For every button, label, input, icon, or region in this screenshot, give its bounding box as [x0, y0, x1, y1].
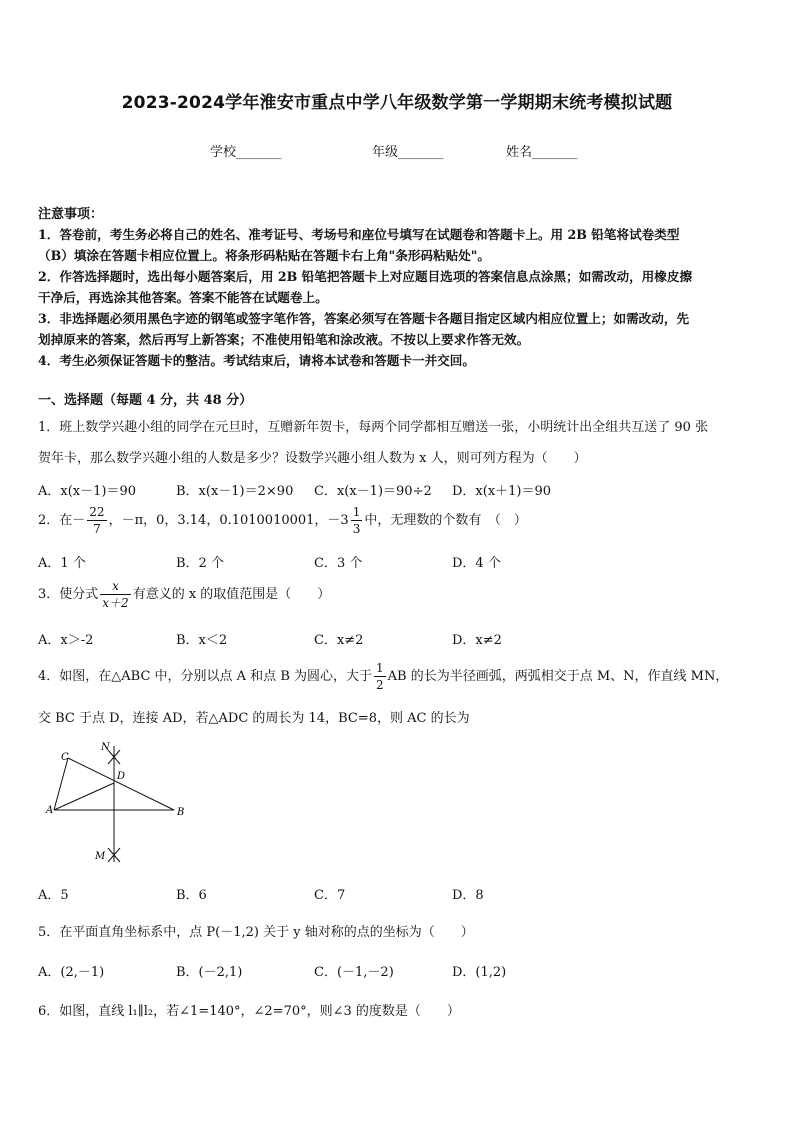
- q4-option-c[interactable]: C．7: [314, 888, 346, 903]
- question-4-text: 交 BC 于点 D，连接 AD，若△ADC 的周长为 14，BC=8，则 AC 的长为: [38, 711, 470, 726]
- q3-frac-num: x: [100, 578, 130, 595]
- note-line: （B）填涂在答题卡相应位置上。将条形码粘贴在答题卡右上角"条形码粘贴处"。: [38, 248, 490, 263]
- q4-fraction: [374, 660, 386, 693]
- page-title: 2023-2024学年淮安市重点中学八年级数学第一学期期末统考模拟试题: [121, 93, 673, 113]
- question-3-text: [38, 578, 330, 611]
- q2-frac1-num: 22: [89, 505, 105, 519]
- q2-frac2-num: 1: [352, 505, 361, 519]
- q2-middle: ，－π，0，3.14，0.1010010001，－3: [108, 513, 349, 528]
- q4-frac-den: 2: [376, 678, 384, 692]
- label-a: A: [46, 805, 54, 816]
- q5-option-d[interactable]: D．(1,2): [452, 965, 507, 980]
- q4-option-b[interactable]: B．6: [176, 888, 207, 903]
- q5-option-c[interactable]: C．(－1,－2): [314, 965, 394, 980]
- question-2-text: [38, 504, 527, 537]
- label-d: D: [117, 771, 126, 782]
- q2-fraction-2: [351, 504, 363, 537]
- note-line: 2．作答选择题时，选出每小题答案后，用 2B 铅笔把答题卡上对应题目选项的答案信息点涂黑；如需改动，用橡皮擦: [38, 269, 693, 284]
- question-4-text: [38, 660, 728, 693]
- q3-option-b[interactable]: B．x＜2: [176, 633, 228, 648]
- q2-option-a[interactable]: A．1 个: [38, 556, 86, 571]
- segment-ac: [54, 758, 68, 810]
- name-field[interactable]: 姓名_______: [506, 145, 578, 160]
- q4-suffix: AB 的长为半径画弧，两弧相交于点 M、N，作直线 MN，: [387, 669, 729, 684]
- q2-fraction-1: [87, 504, 106, 537]
- note-line: 1．答卷前，考生务必将自己的姓名、准考证号、考场号和座位号填写在试题卷和答题卡上。用 2B 铅笔将试卷类型: [38, 227, 680, 242]
- q4-triangle-figure: [36, 736, 196, 870]
- q2-option-b[interactable]: B．2 个: [176, 556, 224, 571]
- q3-prefix: 3．使分式: [38, 587, 99, 602]
- q1-option-a[interactable]: A．x(x－1)＝90: [38, 484, 137, 499]
- note-line: 划掉原来的答案，然后再写上新答案；不准使用铅笔和涂改液。不按以上要求作答无效。: [38, 332, 530, 347]
- q3-suffix: 有意义的 x 的取值范围是（ ）: [132, 587, 331, 602]
- section-heading: 一、选择题（每题 4 分，共 48 分）: [38, 393, 253, 408]
- segment-ad: [54, 783, 114, 810]
- q4-prefix: 4．如图，在△ABC 中，分别以点 A 和点 B 为圆心，大于: [38, 669, 373, 684]
- q3-fraction: [100, 578, 130, 611]
- q2-suffix: 中，无理数的个数有 （ ）: [364, 513, 527, 528]
- q1-option-c[interactable]: C．x(x－1)＝90÷2: [314, 484, 432, 499]
- grade-field[interactable]: 年级_______: [372, 145, 444, 160]
- q4-option-d[interactable]: D．8: [452, 888, 484, 903]
- notes-heading: 注意事项：: [38, 207, 104, 222]
- q2-option-c[interactable]: C．3 个: [314, 556, 363, 571]
- question-1-text: 贺年卡，那么数学兴趣小组的人数是多少？设数学兴趣小组人数为 x 人，则可列方程为（ ）: [38, 451, 587, 466]
- q2-frac2-den: 3: [352, 522, 361, 536]
- q3-option-c[interactable]: C．x≠2: [314, 633, 364, 648]
- note-line: 干净后，再选涂其他答案。答案不能答在试题卷上。: [38, 290, 328, 305]
- q4-frac-num: 1: [376, 661, 384, 675]
- q5-option-b[interactable]: B．(－2,1): [176, 965, 243, 980]
- q2-option-d[interactable]: D．4 个: [452, 556, 501, 571]
- segment-cb: [68, 758, 174, 810]
- label-m: M: [95, 851, 106, 862]
- q5-option-a[interactable]: A．(2,－1): [38, 965, 105, 980]
- q1-option-b[interactable]: B．x(x－1)＝2×90: [176, 484, 294, 499]
- school-field[interactable]: 学校_______: [210, 145, 282, 160]
- q2-prefix: 2．在－: [38, 513, 86, 528]
- question-1-text: 1．班上数学兴趣小组的同学在元旦时，互赠新年贺卡，每两个同学都相互赠送一张，小明统计出全组共互送了 90 张: [38, 420, 709, 435]
- q3-option-a[interactable]: A．x＞-2: [38, 633, 94, 648]
- q4-option-a[interactable]: A．5: [38, 888, 69, 903]
- question-5-text: 5．在平面直角坐标系中，点 P(－1,2) 关于 y 轴对称的点的坐标为（ ）: [38, 925, 474, 940]
- question-6-text: 6．如图，直线 l₁∥l₂，若∠1=140°，∠2=70°，则∠3 的度数是（ ）: [38, 1004, 460, 1019]
- label-b: B: [177, 807, 185, 818]
- q3-option-d[interactable]: D．x≠2: [452, 633, 502, 648]
- q2-frac1-den: 7: [93, 522, 101, 536]
- label-c: C: [61, 752, 69, 763]
- q1-option-d[interactable]: D．x(x＋1)＝90: [452, 484, 552, 499]
- note-line: 4．考生必须保证答题卡的整洁。考试结束后，请将本试卷和答题卡一并交回。: [38, 353, 475, 368]
- q3-frac-den: x＋2: [102, 596, 129, 610]
- note-line: 3．非选择题必须用黑色字迹的钢笔或签字笔作答，答案必须写在答题卡各题目指定区域内相应位置上；如需改动，先: [38, 311, 690, 326]
- label-n: N: [101, 742, 110, 753]
